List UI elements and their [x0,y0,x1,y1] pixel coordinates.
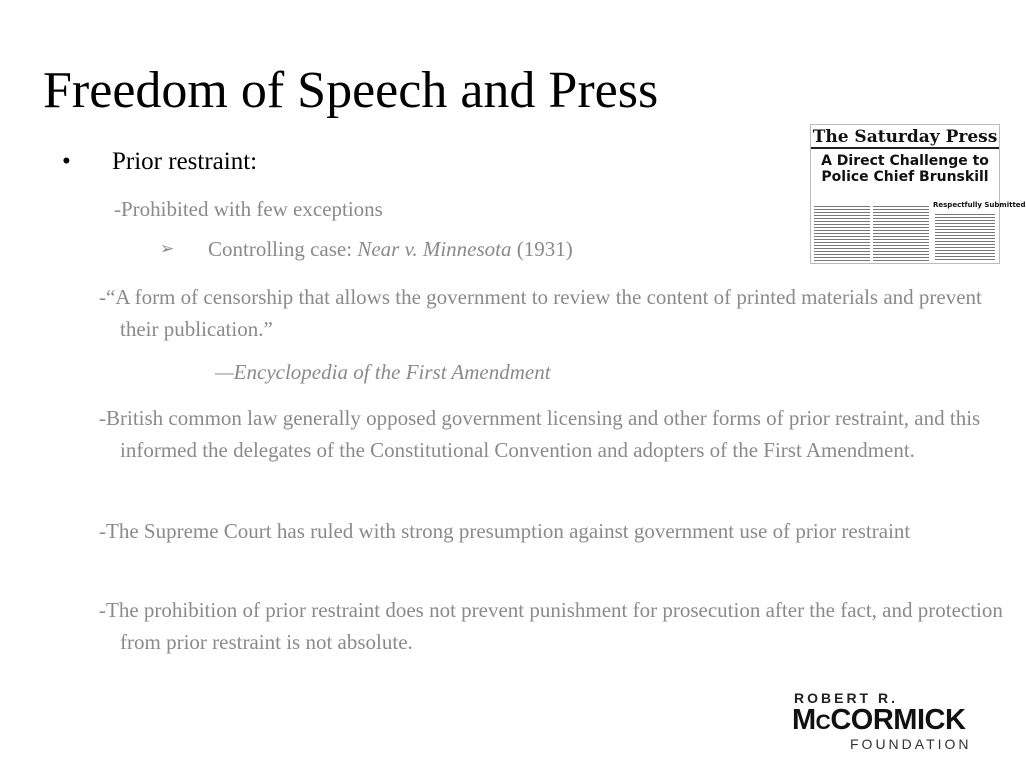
newspaper-headline-line-2: Police Chief Brunskill [821,169,989,185]
controlling-prefix: Controlling case: [208,237,358,261]
logo-line-1: ROBERT R. [794,690,898,706]
case-year: (1931) [511,237,573,261]
bullet-dot-icon: • [62,148,71,175]
newspaper-column [814,205,870,261]
court-paragraph [99,515,1009,547]
logo-line-2 [792,704,965,737]
slide-title: Freedom of Speech and Press [43,62,659,119]
newspaper-masthead: The Saturday Press [812,127,998,147]
saturday-press-newspaper-image [810,124,1026,264]
quote-paragraph [99,281,1009,345]
court-text: -The Supreme Court has ruled with strong presumption against government use of prior restraint [99,519,911,543]
logo-line-3: FOUNDATION [850,736,972,752]
logo-c: C [815,711,831,734]
newspaper-columns [811,201,1026,263]
prohibition-text: -The prohibition of prior restraint does not prevent punishment for prosecution after the fact, and protection from prior restraint is not absolute. [99,598,1003,654]
newspaper-headline [811,153,999,185]
newspaper-column [873,205,929,261]
bullet-label: Prior restraint: [112,148,258,175]
british-text: -British common law generally opposed government licensing and other forms of prior restraint, and this informed the delegates of the Constitutional Convention and adopters of the First Amendment. [99,406,981,462]
newspaper-column [935,213,995,261]
quote-text: -“A form of censorship that allows the government to review the content of printed materials and prevent their publication.” [99,285,982,341]
arrow-bullet-icon: ➢ [160,239,175,258]
prohibition-paragraph [99,594,1009,658]
controlling-case-text [208,233,573,265]
british-paragraph [99,402,1009,466]
newspaper-subhead: Respectfully Submitted [933,201,1026,209]
logo-cormick: CORMICK [830,704,966,736]
mccormick-foundation-logo [792,690,1002,754]
citation: —Encyclopedia of the First Amendment [215,360,551,384]
prohibited-line: -Prohibited with few exceptions [114,197,383,221]
newspaper-headline-line-1: A Direct Challenge to [821,153,989,169]
logo-m: M [792,704,816,736]
case-name: Near v. Minnesota [357,237,512,261]
